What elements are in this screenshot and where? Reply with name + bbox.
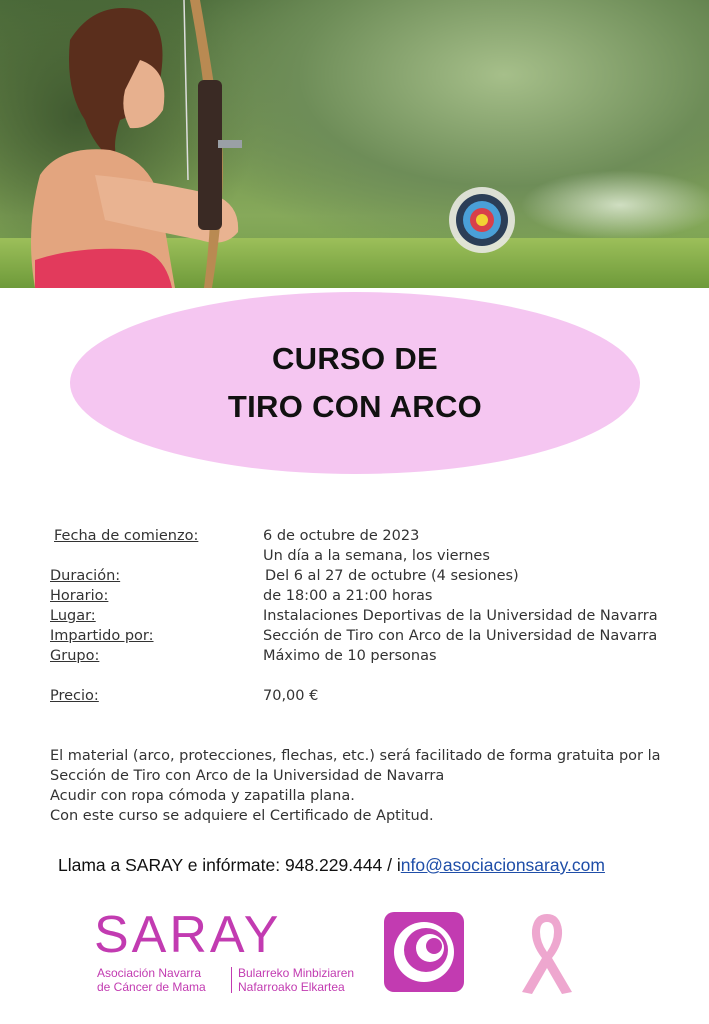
detail-value: Instalaciones Deportivas de la Universidad de Navarra bbox=[263, 608, 658, 624]
detail-label: Impartido por: bbox=[50, 628, 154, 644]
archer-figure bbox=[31, 0, 242, 288]
email-link[interactable]: nfo@asociacionsaray.com bbox=[400, 855, 605, 875]
logo-subtitle-eu-line-2: Nafarroako Elkartea bbox=[238, 980, 345, 994]
detail-value: de 18:00 a 21:00 horas bbox=[263, 588, 433, 604]
contact-line bbox=[58, 855, 605, 876]
detail-value: Del 6 al 27 de octubre (4 sesiones) bbox=[265, 568, 519, 584]
note-line-2: Sección de Tiro con Arco de la Universidad de Navarra bbox=[50, 768, 445, 784]
detail-value: Máximo de 10 personas bbox=[263, 648, 437, 664]
title-ellipse bbox=[70, 292, 640, 474]
detail-value: 6 de octubre de 2023 bbox=[263, 528, 420, 544]
saray-logo-icon bbox=[384, 912, 464, 992]
archery-photo bbox=[0, 0, 709, 288]
logo-divider bbox=[231, 967, 232, 993]
page-title-line-2: TIRO CON ARCO bbox=[227, 389, 483, 424]
contact-text: Llama a SARAY e infórmate: 948.229.444 / i bbox=[58, 855, 401, 875]
detail-value: Un día a la semana, los viernes bbox=[263, 548, 490, 564]
archery-target-icon bbox=[449, 187, 515, 253]
detail-label: Fecha de comienzo: bbox=[54, 528, 199, 544]
logo-subtitle-eu bbox=[238, 966, 354, 994]
detail-value: Sección de Tiro con Arco de la Universidad de Navarra bbox=[263, 628, 658, 644]
detail-label: Lugar: bbox=[50, 608, 96, 624]
detail-label: Precio: bbox=[50, 688, 99, 704]
saray-logo-text: SARAY bbox=[94, 906, 282, 964]
logo-subtitle-es bbox=[97, 966, 206, 994]
detail-label: Grupo: bbox=[50, 648, 100, 664]
note-line-1: El material (arco, protecciones, flechas, etc.) será facilitado de forma gratuita por la bbox=[50, 748, 661, 764]
note-line-3: Acudir con ropa cómoda y zapatilla plana. bbox=[50, 788, 355, 804]
logo-subtitle-es-line-1: Asociación Navarra bbox=[97, 966, 202, 980]
note-line-4: Con este curso se adquiere el Certificado de Aptitud. bbox=[50, 808, 434, 824]
page-title-line-1: CURSO DE bbox=[271, 341, 439, 376]
detail-value: 70,00 € bbox=[263, 688, 319, 704]
logo-subtitle-es-line-2: de Cáncer de Mama bbox=[97, 980, 206, 994]
detail-label: Duración: bbox=[50, 568, 121, 584]
detail-label: Horario: bbox=[50, 588, 109, 604]
logo-subtitle-eu-line-1: Bularreko Minbiziaren bbox=[238, 966, 355, 980]
pink-ribbon-icon bbox=[512, 908, 582, 998]
